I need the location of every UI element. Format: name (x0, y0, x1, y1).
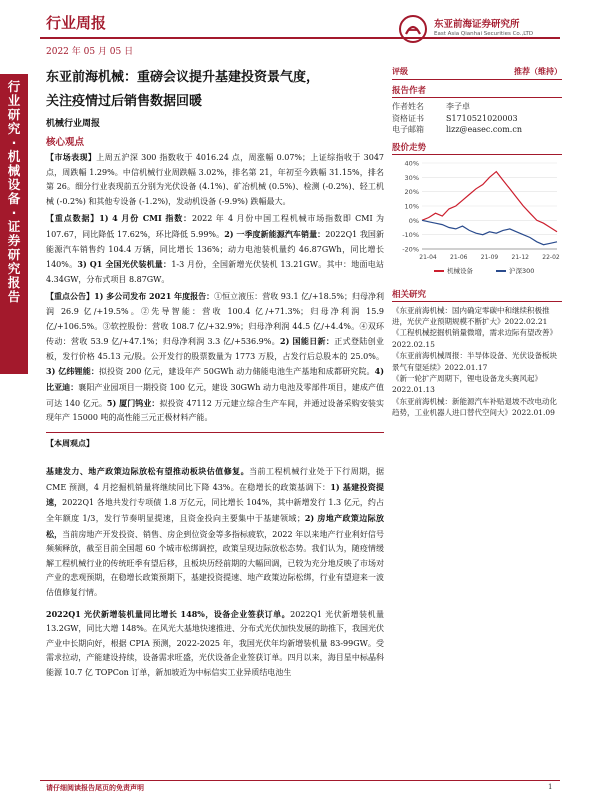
rating-label: 评级 (392, 66, 408, 76)
logo-mark-icon (398, 14, 428, 44)
main-body (46, 150, 384, 683)
y-tick-label: 0% (408, 216, 419, 225)
analyst-email[interactable]: lizz@easec.com.cn (446, 125, 522, 134)
paragraph-text: 2022Q1 我国新能源汽车销售约 104.4 万辆，同比增长 136%；动力电池装机量约 46.87GWh，同比增长 140%。 (46, 229, 384, 270)
rating-row (392, 66, 562, 80)
paragraph-text: 上周五沪深 300 指数收于 4016.24 点，周涨幅 0.07%；上证综指收于 3047 点，周跌幅 1.29%。中信机械行业周跌幅 3.02%，排名第 21，年初至今跌幅 31.15%，排名第 26。细分行业表现前五分别为光伏设备 (4.1%)、矿冶机械 (0.5%)、检测 (-0.2%)、轻工机械 (-0.2%) 和其他专设备 (-1.2%)，发动机设备 (-9.9%) 跌幅最大。 (46, 153, 384, 206)
paragraph-text: 2022Q1 各地共发行专项债 1.8 万亿元，同比增长 104%，其中新增发行 1.3 亿元，约占全年额度 1/3，发行节奏明显提速，且资金投向主要集中于基建领域； (46, 498, 384, 524)
market-performance-paragraph (46, 150, 384, 209)
bold-text: 3) 亿纬锂能： (46, 366, 99, 377)
weekly-view-heading: 【本周观点】 (46, 437, 94, 448)
logo-name-cn: 东亚前海证券研究所 (434, 19, 520, 30)
legend-label: 机械设备 (447, 266, 473, 275)
paragraph-text: 正式登陆创业板，发行价格 45.13 元/股。公开发行的股票数量为 1773 万股，占发行后总股本的 25.0%。 (46, 337, 385, 361)
footer-divider (40, 780, 560, 781)
report-subtitle: 机械行业周报 (46, 119, 101, 129)
paragraph-text: 2022 年 4 月份中国工程机械市场指数即 CMI 为 107.67，同比降低 17.62%，环比降低 5.99%。 (46, 214, 385, 239)
y-tick-label: 10% (404, 202, 419, 210)
page-number: 1 (548, 783, 553, 791)
paragraph-text: 当前房地产开发投资、销售、房企到位资金等多指标疲软，2022 年以来地产行业利好信号频频释放，截至目前全国超 60 个城市松绑调控，政策呈现边际放松态势。我们认为，随疫情缓解工程机械行业的传统旺季有望后移，且板块历经前期的大幅回调，已较为充分地反映了市场对产业的悲观预期，在稳增长政策预期下，基建投资提速、地产政策边际松绑，行业有望迎来一波估值修复行情。 (46, 529, 385, 598)
infrastructure-paragraph (46, 464, 384, 600)
bold-text: 1) 多公司发布 2021 年度报告： (94, 291, 215, 302)
paragraph-text: 1-3 月份，全国新增光伏装机 13.21GW。其中：地面电站 4.34GW，分布式项目 8.87GW。 (46, 260, 384, 284)
key-data-paragraph (46, 211, 384, 287)
chart-svg (392, 157, 562, 282)
footer-disclaimer: 请仔细阅读报告尾页的免责声明 (46, 783, 144, 792)
related-item[interactable]: 《新一轮扩产周期下，锂电设备龙头赛风起》2022.01.13 (392, 373, 542, 395)
y-tick-label: -10% (402, 230, 419, 239)
photovoltaic-paragraph (46, 607, 384, 681)
bold-text: 3) Q1 全国光伏装机量： (77, 259, 172, 270)
paragraph-tag: 【重点数据】 (46, 213, 100, 224)
company-logo (398, 12, 558, 46)
bold-text: 4) 比亚迪： (46, 366, 384, 392)
report-title-line2: 关注疫情过后销售数据回暖 (46, 94, 203, 109)
paragraph-tag: 【市场表现】 (46, 152, 97, 162)
report-date: 2022 年 05 月 05 日 (46, 47, 134, 57)
bold-text: 2) 房地产政策边际放松， (46, 513, 385, 539)
x-tick-label: 21-09 (480, 253, 499, 261)
paragraph-tag: 【重点公告】 (46, 291, 95, 302)
weekly-view-section (46, 432, 384, 681)
paragraph-text: 2022Q1 光伏新增装机量 13.2GW，同比大增 148%。在风光大基地快速推进、分布式光伏加快发展的助推下，我国光伏产业中长期向好，根据 CPIA 预测，2022-2025 年，我国光伏年均新增装机量 83-99GW。受需求拉动，产能建设持续，设备需求旺盛，光伏设备企业签获订单。四月以来，海目星中标晶科能源 10.7 亿 TOPCon 订单，新加坡近为中标信实工业异质结电池生 (46, 609, 384, 677)
right-column (392, 66, 562, 419)
analyst-row (392, 113, 562, 125)
sidebar-banner (0, 74, 28, 374)
analyst-heading: 报告作者 (392, 84, 562, 98)
bold-text: 基建发力、地产政策边际放松有望推动板块估值修复。 (46, 466, 250, 477)
paragraph-text: 拟投资 200 亿元，建设年产 50GWh 动力储能电池生产基地和成都研究院。 (98, 367, 375, 377)
related-item[interactable]: 《工程机械挖掘机销量微增，需求边际有望改善》2022.02.15 (392, 328, 557, 349)
x-tick-label: 21-06 (450, 253, 468, 261)
bold-text: 5) 厦门钨业： (106, 397, 160, 408)
stock-price-chart (392, 157, 562, 282)
series-line-0 (422, 171, 557, 231)
report-type: 行业周报 (46, 14, 107, 32)
y-tick-label: 30% (404, 173, 419, 182)
bold-text: 1) 基建投资提速， (46, 481, 384, 508)
paragraph-text: 当前工程机械行业处于下行周期，据 CME 预测，4 月挖掘机销量将继续同比下降 43%。在稳增长的政策基调下： (46, 467, 384, 492)
paragraph-text: ①恒立液压：营收 93.1 亿/+18.5%；归母净利润 26.9 亿/+19.5%。②先导智能：营收 100.4 亿/+71.3%；归母净利润 15.9 亿/+106.5%。③软控股份：营收 108.7 亿/+32.9%；归母净利润 44.5 亿/+4.4%。④双环传动：营收 53.9 亿/+47.1%；归母净利润 3.3 亿/+536.9%。 (46, 292, 384, 347)
bold-text: 2) 国能日新： (280, 336, 335, 347)
x-tick-label: 21-04 (419, 253, 437, 261)
bold-text: 1) 4 月份 CMI 指数： (99, 213, 192, 224)
legend-label: 沪深300 (509, 266, 535, 275)
key-announcements-paragraph (46, 289, 384, 425)
y-tick-label: -20% (402, 245, 419, 253)
x-tick-label: 22-02 (542, 253, 560, 261)
rating-value: 推荐（维持） (514, 66, 562, 76)
paragraph-text: 拟投资 47112 万元建立综合生产车间，并通过设备采购安装实现年产 15000 吨的高性能三元正极材料产能。 (46, 398, 384, 423)
analyst-key: 资格证书 (392, 113, 424, 123)
analyst-row (392, 124, 562, 136)
report-title-line1: 东亚前海机械：重磅会议提升基建投资景气度， (46, 70, 320, 85)
related-item[interactable]: 《东亚前海机械周报：半导体设备、光伏设备板块景气有望延续》2022.01.17 (392, 351, 557, 372)
logo-name-en: East Asia Qianhai Securities Co.,LTD (434, 31, 534, 37)
analyst-value: 李子卓 (446, 102, 470, 111)
analyst-key: 作者姓名 (392, 102, 424, 111)
analyst-value: S1710521020003 (446, 113, 518, 123)
bold-text: 2022Q1 光伏新增装机量同比增长 148%，设备企业签获订单。 (46, 608, 291, 619)
analyst-info (392, 101, 562, 136)
related-item[interactable]: 《东亚前海机械：国内确定零碳中和继续积极推进，光伏产业预期规模不断扩大》2022.02.21 (392, 305, 550, 326)
core-view-heading: 核心观点 (46, 137, 85, 148)
sidebar-text: 行业研究·机械设备·证券研究报告 (7, 79, 21, 304)
analyst-row (392, 101, 562, 113)
related-item[interactable]: 《东亚前海机械：新能源汽车补贴退坡不改电动化趋势，工业机器人进口替代空间大》2022.01.09 (392, 396, 557, 418)
stock-chart-heading: 股价走势 (392, 141, 562, 155)
paragraph-text: 襄阳产业园项目一期投资 100 亿元，建设 30GWh 动力电池及零部件项目，建成产值可达 140 亿元。 (46, 382, 384, 408)
x-tick-label: 21-12 (511, 253, 529, 261)
analyst-key: 电子邮箱 (392, 125, 424, 134)
y-tick-label: 40% (404, 159, 419, 167)
bold-text: 2) 一季度新能源汽车销量： (224, 228, 326, 239)
series-line-1 (422, 220, 557, 244)
y-tick-label: 20% (404, 187, 419, 196)
related-research-heading: 相关研究 (392, 288, 562, 302)
